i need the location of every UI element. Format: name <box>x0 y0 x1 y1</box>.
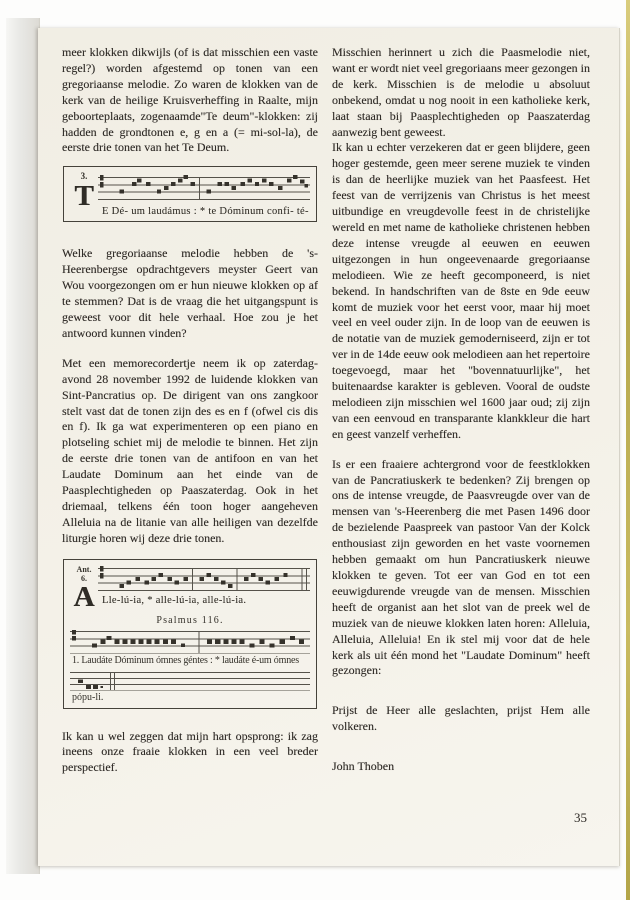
paragraph: Misschien herinnert u zich die Paasmelodie niet, want er wordt niet veel gregoriaans meer gezongen in de kerk. Misschien is de melodie u absoluut onbekend, omdat u nog nooit in een katholieke kerk, laat staan bij Paasplechtigheden op Paaszaterdag aanwezig bent geweest. <box>332 45 590 139</box>
page-number: 35 <box>574 810 587 825</box>
chant-box-te-deum <box>63 166 317 222</box>
antiphon-label-line1: Ant. <box>76 564 92 574</box>
author-signature: John Thoben <box>332 759 395 774</box>
scan-edge-artifact <box>626 0 630 900</box>
left-column <box>62 45 318 776</box>
scan-gutter-shadow <box>6 18 40 874</box>
psalm-lyric-end: pópu-li. <box>72 691 104 703</box>
two-column-layout <box>38 28 619 776</box>
paragraph: Ik kan u echter verzekeren dat er geen blijdere, geen hoger gestemde, geen meer serene muziek te vinden is dan de heerlijke muziek van het Paasfeest. Het feest van de verrijzenis van Christus is het meest uitbundige en vreugdevolle feest in de christelijke wereld en met name de katholieke christenen hebben deze intense vreugde al eeuwen en eeuwen uitgezongen in hun ongeevenaarde gregoriaanse melodieen. Wie ze heeft gecomponeerd, is niet bekend. In handschriften van de 8ste en 9de eeuw komt de muziek voor het eerst voor, maar hij moet veel en veel ouder zijn. In de loop van de eeuwen is de notatie van de muziek gemoderniseerd, zijn er tot ver in de 14de eeuw ook melodieen aan het repertoire toegevoegd, maar het "bovennatuurlijke", het buitenaardse karakter is gebleven. Vooral de oudste melodieen zijn misschien wel 1600 jaar oud; zij zijn van een eenvoud en transparante klankkleur die hart en geest vanzelf verheffen. <box>332 140 590 441</box>
chant-initial-letter: A <box>73 581 95 614</box>
antiphon-label-line2: 6. <box>80 573 87 583</box>
chant-lyric: E Dé- um laudámus : * te Dóminum confi- té- <box>102 206 309 218</box>
chant-number-label: 3. <box>80 171 88 182</box>
paragraph: Ik kan u wel zeggen dat mijn hart opsprong: ik zag ineens onze fraaie klokken in een veel breder perspectief. <box>62 728 318 775</box>
chant-label-group <box>70 565 98 612</box>
psalm-title: Psalmus 116. <box>156 614 224 626</box>
psalm-tone-staff-icon <box>70 628 310 655</box>
chant-staff-icon <box>98 172 310 205</box>
right-column <box>332 45 590 776</box>
chant-staff-group <box>98 565 310 606</box>
paragraph: meer klokken dikwijls (of is dat misschien een vaste regel?) worden afgestemd op tonen van een gregoriaanse melodie. Zo waren de klokken van de kerk van de heilige Kruisverheffing in Raalte, mijn geboorteplaats, zogenaamde"Te deum"-klokken: zij hadden de grondtonen e, g en a (= mi-sol-la), de eerste drie tonen van het Te Deum. <box>62 45 318 155</box>
paragraph: Met een memorecordertje neem ik op zaterdag-avond 28 november 1992 de luidende klokken van Sint-Pancratius op. De dirigent van ons zangkoor stelt vast dat de tonen zijn des es en f (ofwel cis dis en f). Ik ga wat experimenteren op een piano en plotseling schiet mij de melodie te binnen. Het zijn de eerste drie tonen van de antifoon en van het Laudate Dominum aan het einde van de Paasplechtigheden op Paaszaterdag. Ook in het driemaal, telkens één toon hoger aangeheven Alleluia na de litanie van alle heiligen van dezelfde liturgie horen wij deze drie tonen. <box>62 355 318 545</box>
psalm-ending-staff-icon <box>70 670 310 692</box>
chant-row <box>70 565 310 612</box>
chant-box-alleluia <box>63 559 317 709</box>
closing-quote: Prijst de Heer alle geslachten, prijst Hem alle volkeren. <box>332 703 590 734</box>
chant-row <box>70 172 310 217</box>
paragraph: Welke gregoriaanse melodie hebben de 's-Heerenbergse opdrachtgevers meyster Geert van Wou voorgezongen om er hun nieuwe klokken op af te stemmen? Dat is de vraag die het uitgangspunt is geweest voor dit hele verhaal. Hoe zou je het antwoord kunnen vinden? <box>62 246 318 340</box>
psalm-lyric: 1. Laudáte Dóminum ómnes géntes : * laudáte é-um ómnes <box>72 654 299 666</box>
book-page <box>38 28 620 866</box>
chant-initial-letter: T <box>74 180 94 213</box>
chant-staff-icon <box>98 565 310 594</box>
chant-lyric: Lle-lú-ia, * alle-lú-ia, alle-lú-ia. <box>102 594 247 606</box>
chant-staff-group <box>98 172 310 217</box>
chant-label-group <box>70 171 98 213</box>
paragraph: Is er een fraaiere achtergrond voor de feestklokken van de Pancratiuskerk te bedenken? Zij brengen op ons de intense vreugde, de Paasvreugde over van de mensen van 's-Heerenberg die met Pasen 1496 door de bezielende Paaspreek van pastoor Van der Kolck enthousiast zijn geworden en het vaste voornemen hebben gemaakt om hun Pancratiuskerk nieuwe klokken te geven. Tot eer van God en tot een eeuwigdurende vreugde van de mensen. Misschien heeft de organist aan het slot van de preek wel de muziek van de nieuwe klokken laten horen: Alleluia, Alleluia, Alleluia! En ik stel mij voor dat de hele kerk als uit één mond het "Laudate Dominum" heeft gezongen: <box>332 456 590 678</box>
